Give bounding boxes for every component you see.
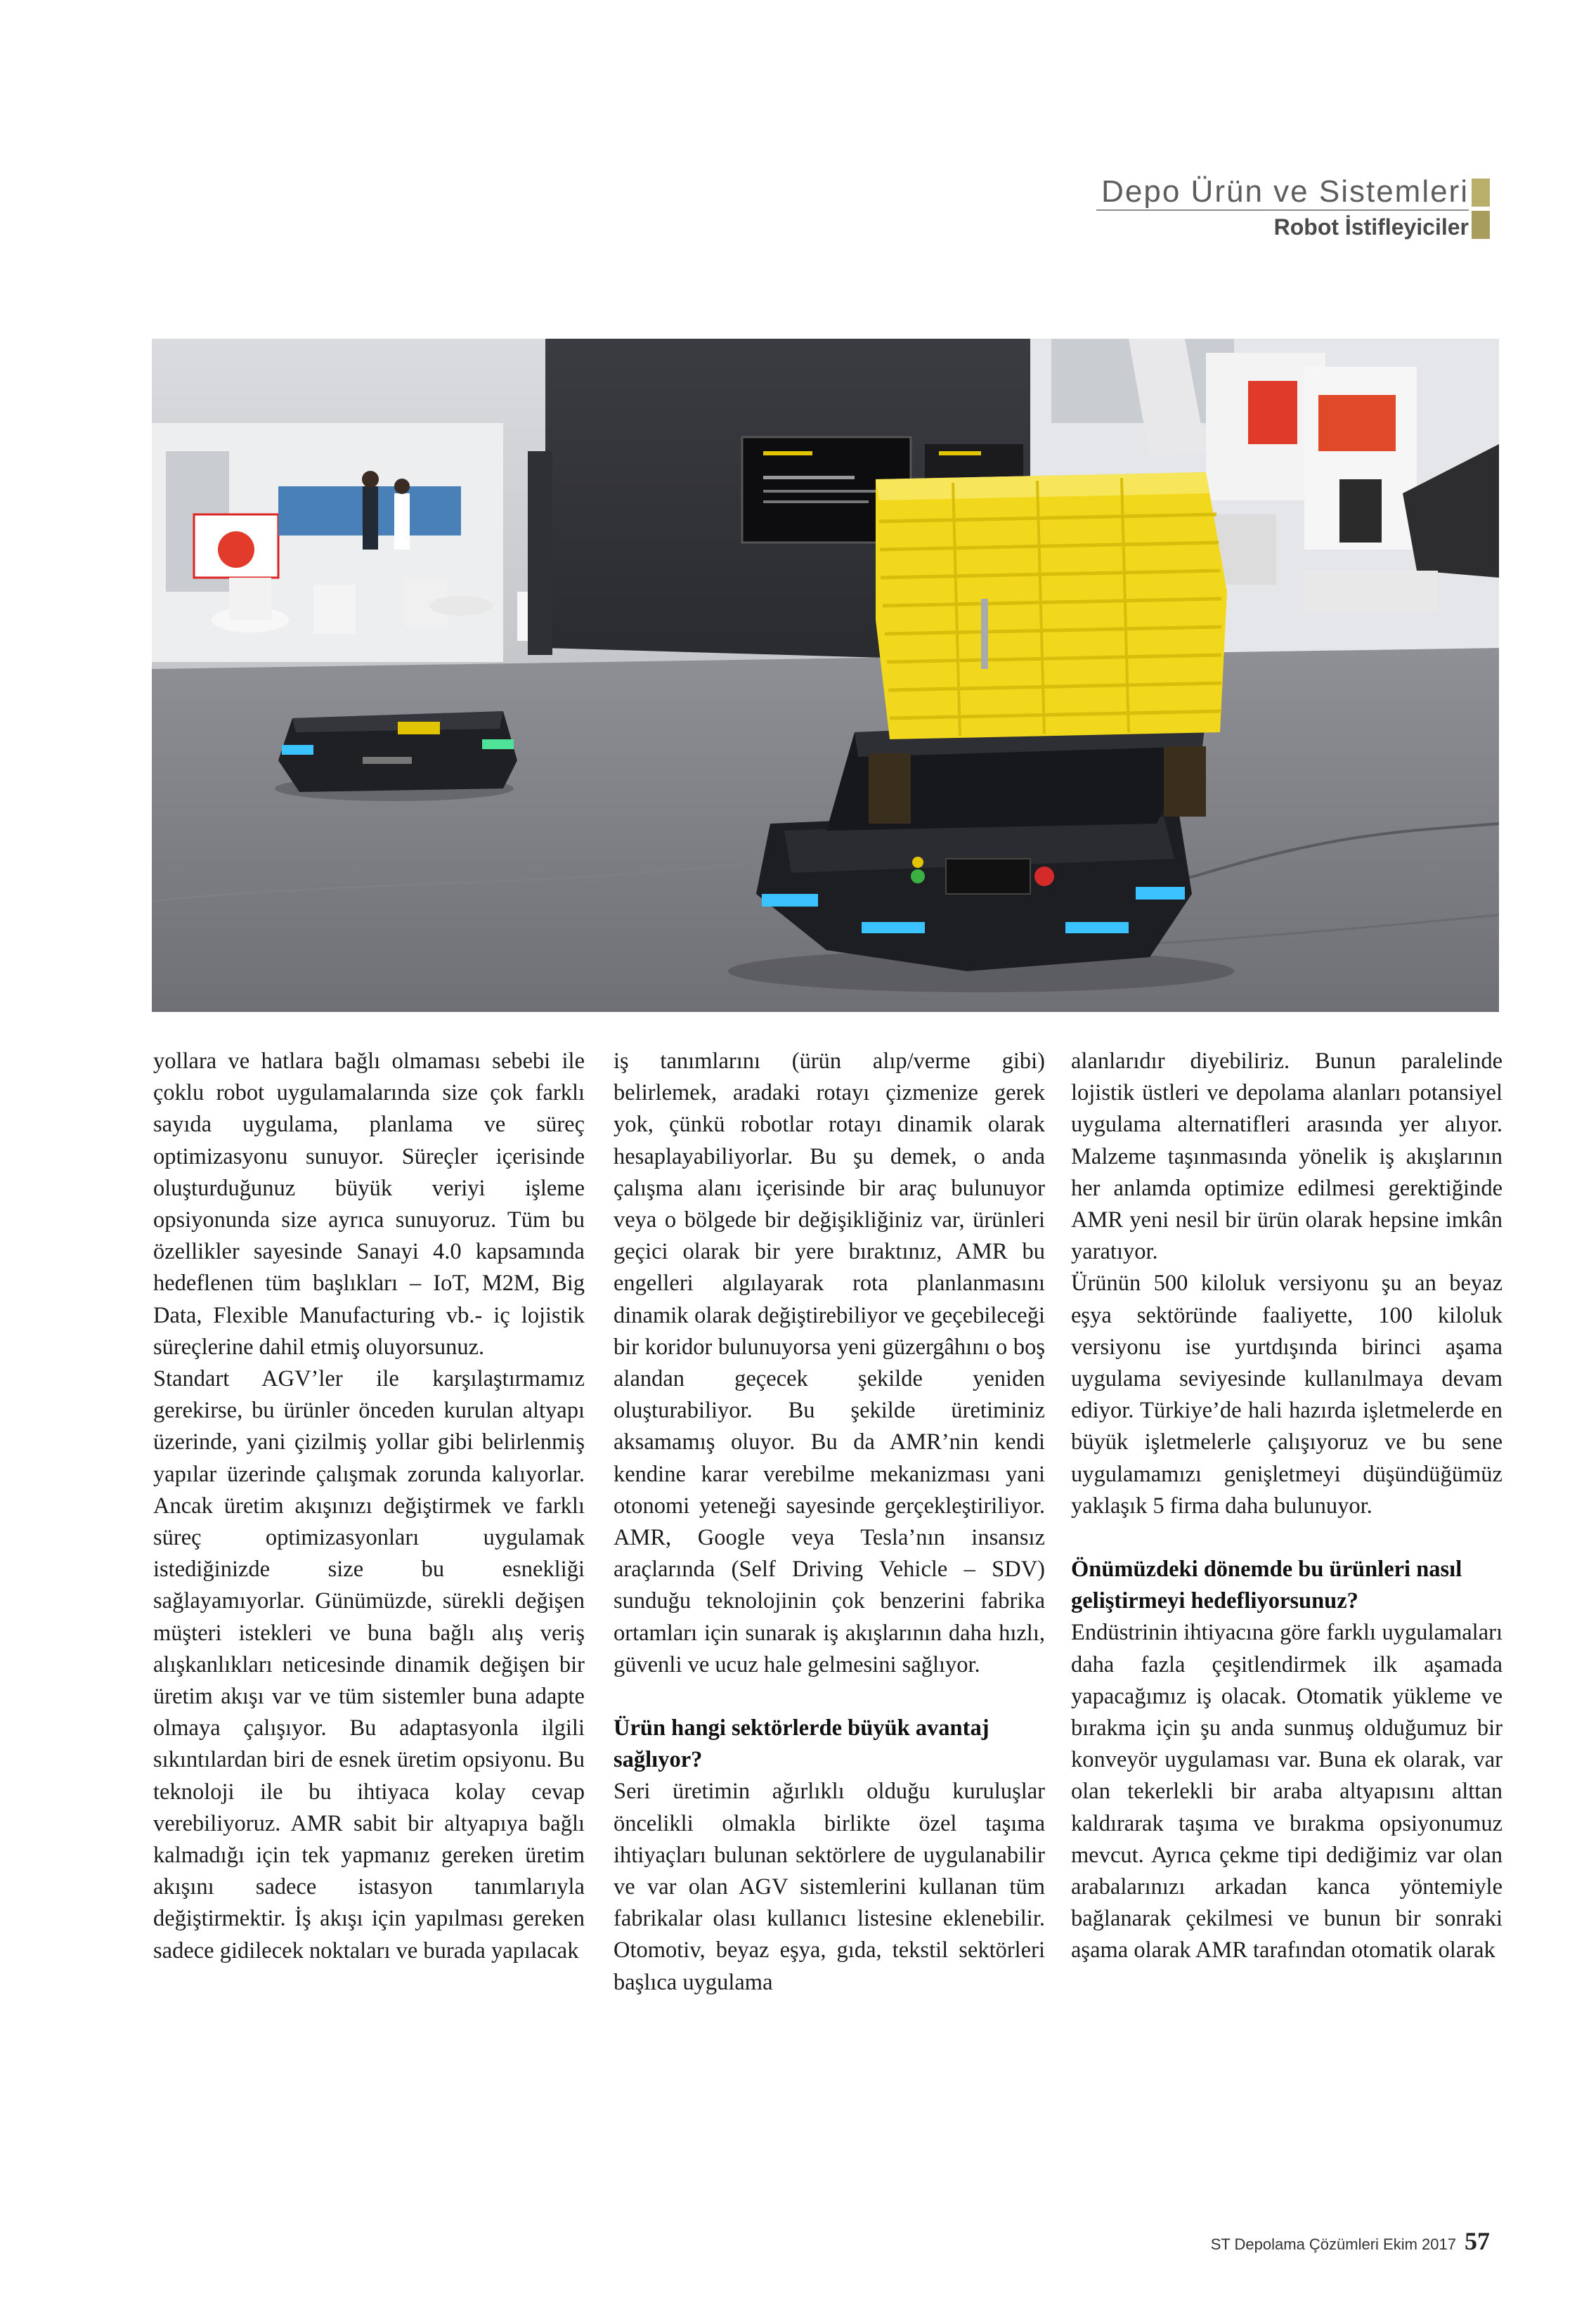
accent-block-bottom bbox=[1472, 211, 1490, 239]
header-rule bbox=[1096, 209, 1469, 211]
body-paragraph: alanlarıdır diyebiliriz. Bunun paralelinde lojistik üstleri ve depolama alanları potansiyel uygulama alternatifleri arasında yer alıyor. Malzeme taşınmasında yönelik iş akışlarının her anlamda optimize edilmesi gerektiğinde AMR yeni nesil bir ürün olarak hepsine imkân yaratıyor. bbox=[1071, 1049, 1503, 1265]
body-paragraph: iş tanımlarını (ürün alıp/verme gibi) belirlemek, aradaki rotayı çizmenize gerek yok, çünkü robotlar rotayı dinamik olarak hesaplayabiliyorlar. Bu şu demek, o anda çalışma alanı içerisinde bir araç bulunuyor veya o bölgede bir değişikliğiniz var, ürünleri geçici olarak bir yere bıraktınız, AMR bu engelleri algılayarak rota planlanmasını dinamik olarak değiştirebiliyor ve geçebileceği bir koridor bulunuyorsa yeni güzergâhını o boş alandan geçecek şekilde yeniden oluşturabiliyor. Bu şekilde üretiminiz aksamamış oluyor. Bu da AMR’nin kendi kendine karar verebilme mekanizması yani otonomi yeteneği sayesinde gerçekleştiriliyor. AMR, Google veya Tesla’nın insansız araçlarında (Self Driving Vehicle – SDV) sunduğu teknolojinin çok benzerini fabrika ortamları için sunarak iş akışlarının daha hızlı, güvenli ve ucuz hale gelmesini sağlıyor. bbox=[614, 1049, 1045, 1677]
article-column-1 bbox=[153, 1046, 585, 1967]
section-title: Depo Ürün ve Sistemleri bbox=[1101, 174, 1469, 209]
article-column-3 bbox=[1071, 1046, 1503, 1967]
subsection-title: Robot İstifleyiciler bbox=[1273, 214, 1469, 240]
body-paragraph: Standart AGV’ler ile karşılaştırmamız gerekirse, bu ürünler önceden kurulan altyapı üzerinde, yani çizilmiş yollar gibi belirlenmiş yapılar üzerinde çalışmak zorunda kalıyorlar. Ancak üretim akışınızı değiştirmek ve farklı süreç optimizasyonları uygulamak istediğinizde size bu esnekliği sağlayamıyorlar. Günümüzde, sürekli değişen müşteri istekleri ve buna bağlı alış veriş alışkanlıkları neticesinde dinamik değişen bir üretim akışı var ve tüm sistemler buna adapte olmaya çalışıyor. Bu adaptasyonla ilgili sıkıntılardan biri de esnek üretim opsiyonu. Bu teknoloji ile bu ihtiyaca kolay cevap verebiliyoruz. AMR sabit bir altyapıya bağlı kalmadığı için tek yapmanız gereken üretim akışını sadece istasyon tanımlarıyla değiştirmektir. İş akışı için yapılması gereken sadece gidilecek noktaları ve burada yapılacak bbox=[153, 1366, 585, 1963]
body-paragraph: Endüstrinin ihtiyacına göre farklı uygulamaları daha fazla çeşitlendirmek ilk aşamada yapacağımız iş olacak. Otomatik yükleme ve bırakma için şu anda sunmuş olduğumuz bir konveyör uygulaması var. Buna ek olarak, var olan tekerlekli bir araba altyapısını alttan kaldırarak taşıma ve bırakma opsiyonumuz mevcut. Ayrıca çekme tipi dediğimiz var olan arabalarınızı arkadan kanca yöntemiyle bağlanarak çekilmesi ve bunun bir sonraki aşama olarak AMR tarafından otomatik olarak bbox=[1071, 1620, 1503, 1963]
publication-name: ST Depolama Çözümleri Ekim 2017 bbox=[1210, 2235, 1456, 2253]
section-header bbox=[1054, 174, 1490, 239]
hero-photo bbox=[152, 339, 1499, 1012]
question-heading: Önümüzdeki dönemde bu ürünleri nasıl geliştirmeyi hedefliyorsunuz? bbox=[1071, 1557, 1462, 1614]
article-column-2 bbox=[614, 1046, 1045, 1999]
body-paragraph: Seri üretimin ağırlıklı olduğu kuruluşlar öncelikli olmakla birlikte özel taşıma ihtiyaçları bulunan sektörlere de uygulanabilir ve var olan AGV sistemlerini kullanan tüm fabrikalar olası kullanıcı listesine eklenebilir. Otomotiv, beyaz eşya, gıda, tekstil sektörleri başlıca uygulama bbox=[614, 1779, 1045, 1995]
page-number: 57 bbox=[1465, 2227, 1490, 2255]
accent-block-top bbox=[1472, 178, 1490, 207]
amr-exhibition-scene bbox=[152, 339, 1499, 1012]
body-paragraph: Ürünün 500 kiloluk versiyonu şu an beyaz eşya sektöründe faaliyette, 100 kiloluk versiyonu ise yurtdışında birinci aşama uygulama seviyesinde kullanılmaya devam ediyor. Türkiye’de hali hazırda işletmelerde en büyük işletmelerle çalışıyoruz ve bu sene uygulamamızı genişletmeyi düşündüğümüz yaklaşık 5 firma daha bulunuyor. bbox=[1071, 1271, 1503, 1519]
question-heading: Ürün hangi sektörlerde büyük avantaj sağlıyor? bbox=[614, 1715, 989, 1773]
small-amr-robot bbox=[275, 711, 517, 801]
page-footer bbox=[1211, 2226, 1490, 2257]
body-paragraph: yollara ve hatlara bağlı olmaması sebebi ile çoklu robot uygulamalarında size çok farklı sayıda uygulama, planlama ve süreç optimizasyonu sunuyor. Süreçler içerisinde oluşturduğunuz büyük veriyi işleme opsiyonunda size ayrıca sunuyoruz. Tüm bu özellikler sayesinde Sanayi 4.0 kapsamında hedeflenen tüm başlıkları – IoT, M2M, Big Data, Flexible Manufacturing vb.- iç lojistik süreçlerine dahil etmiş oluyorsunuz. bbox=[153, 1049, 585, 1360]
